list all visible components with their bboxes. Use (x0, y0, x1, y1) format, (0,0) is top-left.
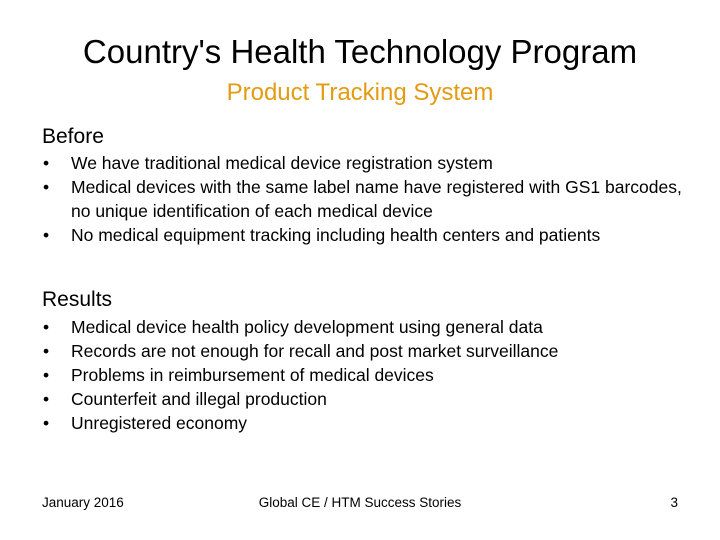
list-item (42, 387, 692, 411)
before-list (42, 151, 692, 247)
list-item (42, 151, 692, 175)
list-item (42, 411, 692, 435)
bullet-icon: • (43, 317, 50, 337)
bullet-icon: • (43, 413, 50, 433)
footer-date: January 2016 (42, 495, 124, 510)
footer-center-text: Global CE / HTM Success Stories (258, 495, 462, 510)
bullet-icon: • (43, 341, 50, 361)
list-item (42, 363, 692, 387)
slide-title: Country's Health Technology Program (82, 33, 638, 70)
results-heading: Results (42, 288, 113, 311)
bullet-icon: • (43, 389, 50, 409)
list-item (42, 223, 692, 247)
bullet-icon: • (43, 365, 50, 385)
results-list (42, 315, 692, 435)
page-number: 3 (670, 495, 678, 510)
list-item-text: Problems in reimbursement of medical devices (71, 365, 434, 385)
list-item-text: Medical devices with the same label name have registered with GS1 barcodes, no unique identification of each medical device (71, 177, 682, 221)
list-item (42, 339, 692, 363)
bullet-icon: • (43, 177, 50, 197)
list-item-text: Medical device health policy development using general data (71, 317, 543, 337)
list-item-text: We have traditional medical device registration system (71, 153, 493, 173)
list-item-text: Unregistered economy (71, 413, 248, 433)
list-item-text: Records are not enough for recall and post market surveillance (71, 341, 559, 361)
list-item-text: No medical equipment tracking including health centers and patients (71, 225, 601, 245)
slide-subtitle: Product Tracking System (226, 79, 494, 106)
list-item (42, 175, 692, 223)
bullet-icon: • (43, 153, 50, 173)
list-item (42, 315, 692, 339)
before-heading: Before (42, 125, 104, 148)
bullet-icon: • (43, 225, 50, 245)
list-item-text: Counterfeit and illegal production (71, 389, 327, 409)
